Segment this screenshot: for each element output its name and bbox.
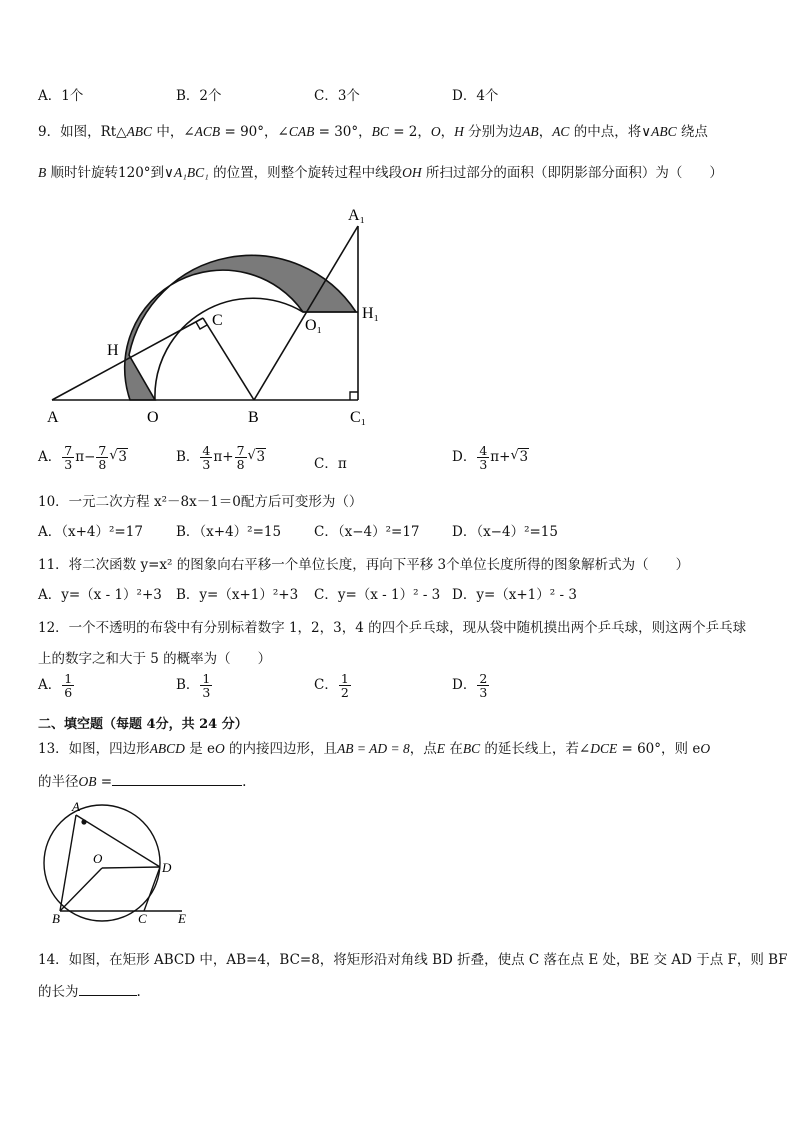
q13-label-B: B — [52, 911, 60, 925]
q14-stem-line2: 的长为 . — [38, 984, 141, 1000]
q9-option-b: B． $\frac{4}{3}$ π+ $\frac{7}{8}$ √ 3 — [176, 444, 266, 471]
q13-answer-blank[interactable] — [112, 773, 242, 786]
q13-label-A: A — [72, 800, 80, 814]
inner-arc — [155, 298, 303, 400]
q8-option-b: B．2个 — [176, 88, 222, 104]
q9-option-c: C．π — [314, 456, 347, 472]
section-heading-fill-in: 二、填空题（每题 4分，共 24 分） — [38, 717, 248, 732]
q13-label-O: O — [93, 851, 103, 866]
q11-option-a: A．y=（x - 1）²+3 — [38, 587, 162, 603]
q12-option-d: D． $\frac{2}{3}$ — [452, 671, 488, 701]
q11-stem: 11．将二次函数 y=x² 的图象向右平移一个单位长度，再向下平移 3个单位长度所得的图象解析式为（ ） — [38, 557, 690, 573]
q12-option-b: B． $\frac{1}{3}$ — [176, 671, 211, 701]
q9-stem-line1: 9．如图，Rt△ABC 中，∠ACB = 90°，∠CAB = 30°，BC = 2，O，H 分别为边AB，AC 的中点，将∨ABC 绕点 — [38, 124, 708, 140]
label-H: H — [107, 342, 119, 359]
label-C: C — [212, 312, 223, 329]
q13-stem-line2: 的半径OB = . — [38, 774, 247, 790]
q13-label-E: E — [178, 911, 186, 925]
q14-stem-line1: 14．如图，在矩形 ABCD 中，AB=4，BC=8，将矩形沿对角线 BD 折叠，使点 C 落在点 E 处，BE 交 AD 于点 F，则 BF — [38, 952, 788, 968]
label-A: A — [47, 409, 59, 426]
q13-figure — [40, 800, 200, 925]
label-O: O — [147, 409, 159, 426]
q9-figure — [40, 200, 390, 430]
q13-label-D: D — [162, 860, 172, 875]
label-O1: O₁ — [305, 317, 323, 334]
q10-option-a: A．（x+4）²=17 — [38, 524, 143, 540]
q8-option-d: D．4个 — [452, 88, 499, 104]
q9-stem-line2: B 顺时针旋转120°到∨A₁BC₁ 的位置，则整个旋转过程中线段OH 所扫过部分的面积（即阴影部分面积）为（ ） — [38, 165, 723, 181]
label-B: B — [248, 409, 259, 426]
q9-option-d: D． $\frac{4}{3}$ π+√ 3 — [452, 444, 529, 471]
q11-option-c: C．y=（x - 1）² - 3 — [314, 587, 441, 603]
q12-option-c: C． $\frac{1}{2}$ — [314, 671, 349, 701]
q8-option-a: A．1个 — [38, 88, 84, 104]
q8-option-c: C．3个 — [314, 88, 360, 104]
q11-option-b: B．y=（x+1）²+3 — [176, 587, 299, 603]
q10-option-b: B．（x+4）²=15 — [176, 524, 282, 540]
q14-answer-blank[interactable] — [79, 983, 137, 996]
q13-stem-line1: 13．如图，四边形ABCD 是 eO 的内接四边形，且AB = AD = 8，点E 在BC 的延长线上，若∠DCE = 60°，则 eO — [38, 741, 711, 757]
q10-option-c: C．（x−4）²=17 — [314, 524, 420, 540]
q12-stem-line2: 上的数字之和大于 5 的概率为（ ） — [38, 651, 272, 667]
label-C1: C₁ — [350, 409, 367, 426]
q13-label-C: C — [138, 911, 147, 925]
label-A1: A₁ — [348, 207, 366, 224]
q9-option-a: A． $\frac{7}{3}$ π− $\frac{7}{8}$ √ 3 — [38, 444, 128, 471]
q10-stem: 10．一元二次方程 x²－8x－1＝0配方后可变形为（） — [38, 494, 363, 510]
q12-option-a: A． $\frac{1}{6}$ — [38, 671, 73, 701]
q10-option-d: D．（x−4）²=15 — [452, 524, 558, 540]
q12-stem-line1: 12．一个不透明的布袋中有分别标着数字 1，2，3，4 的四个乒乓球，现从袋中随机摸出两个乒乓球，则这两个乒乓球 — [38, 620, 747, 636]
label-H1: H₁ — [362, 305, 380, 322]
q11-option-d: D．y=（x+1）² - 3 — [452, 587, 577, 603]
